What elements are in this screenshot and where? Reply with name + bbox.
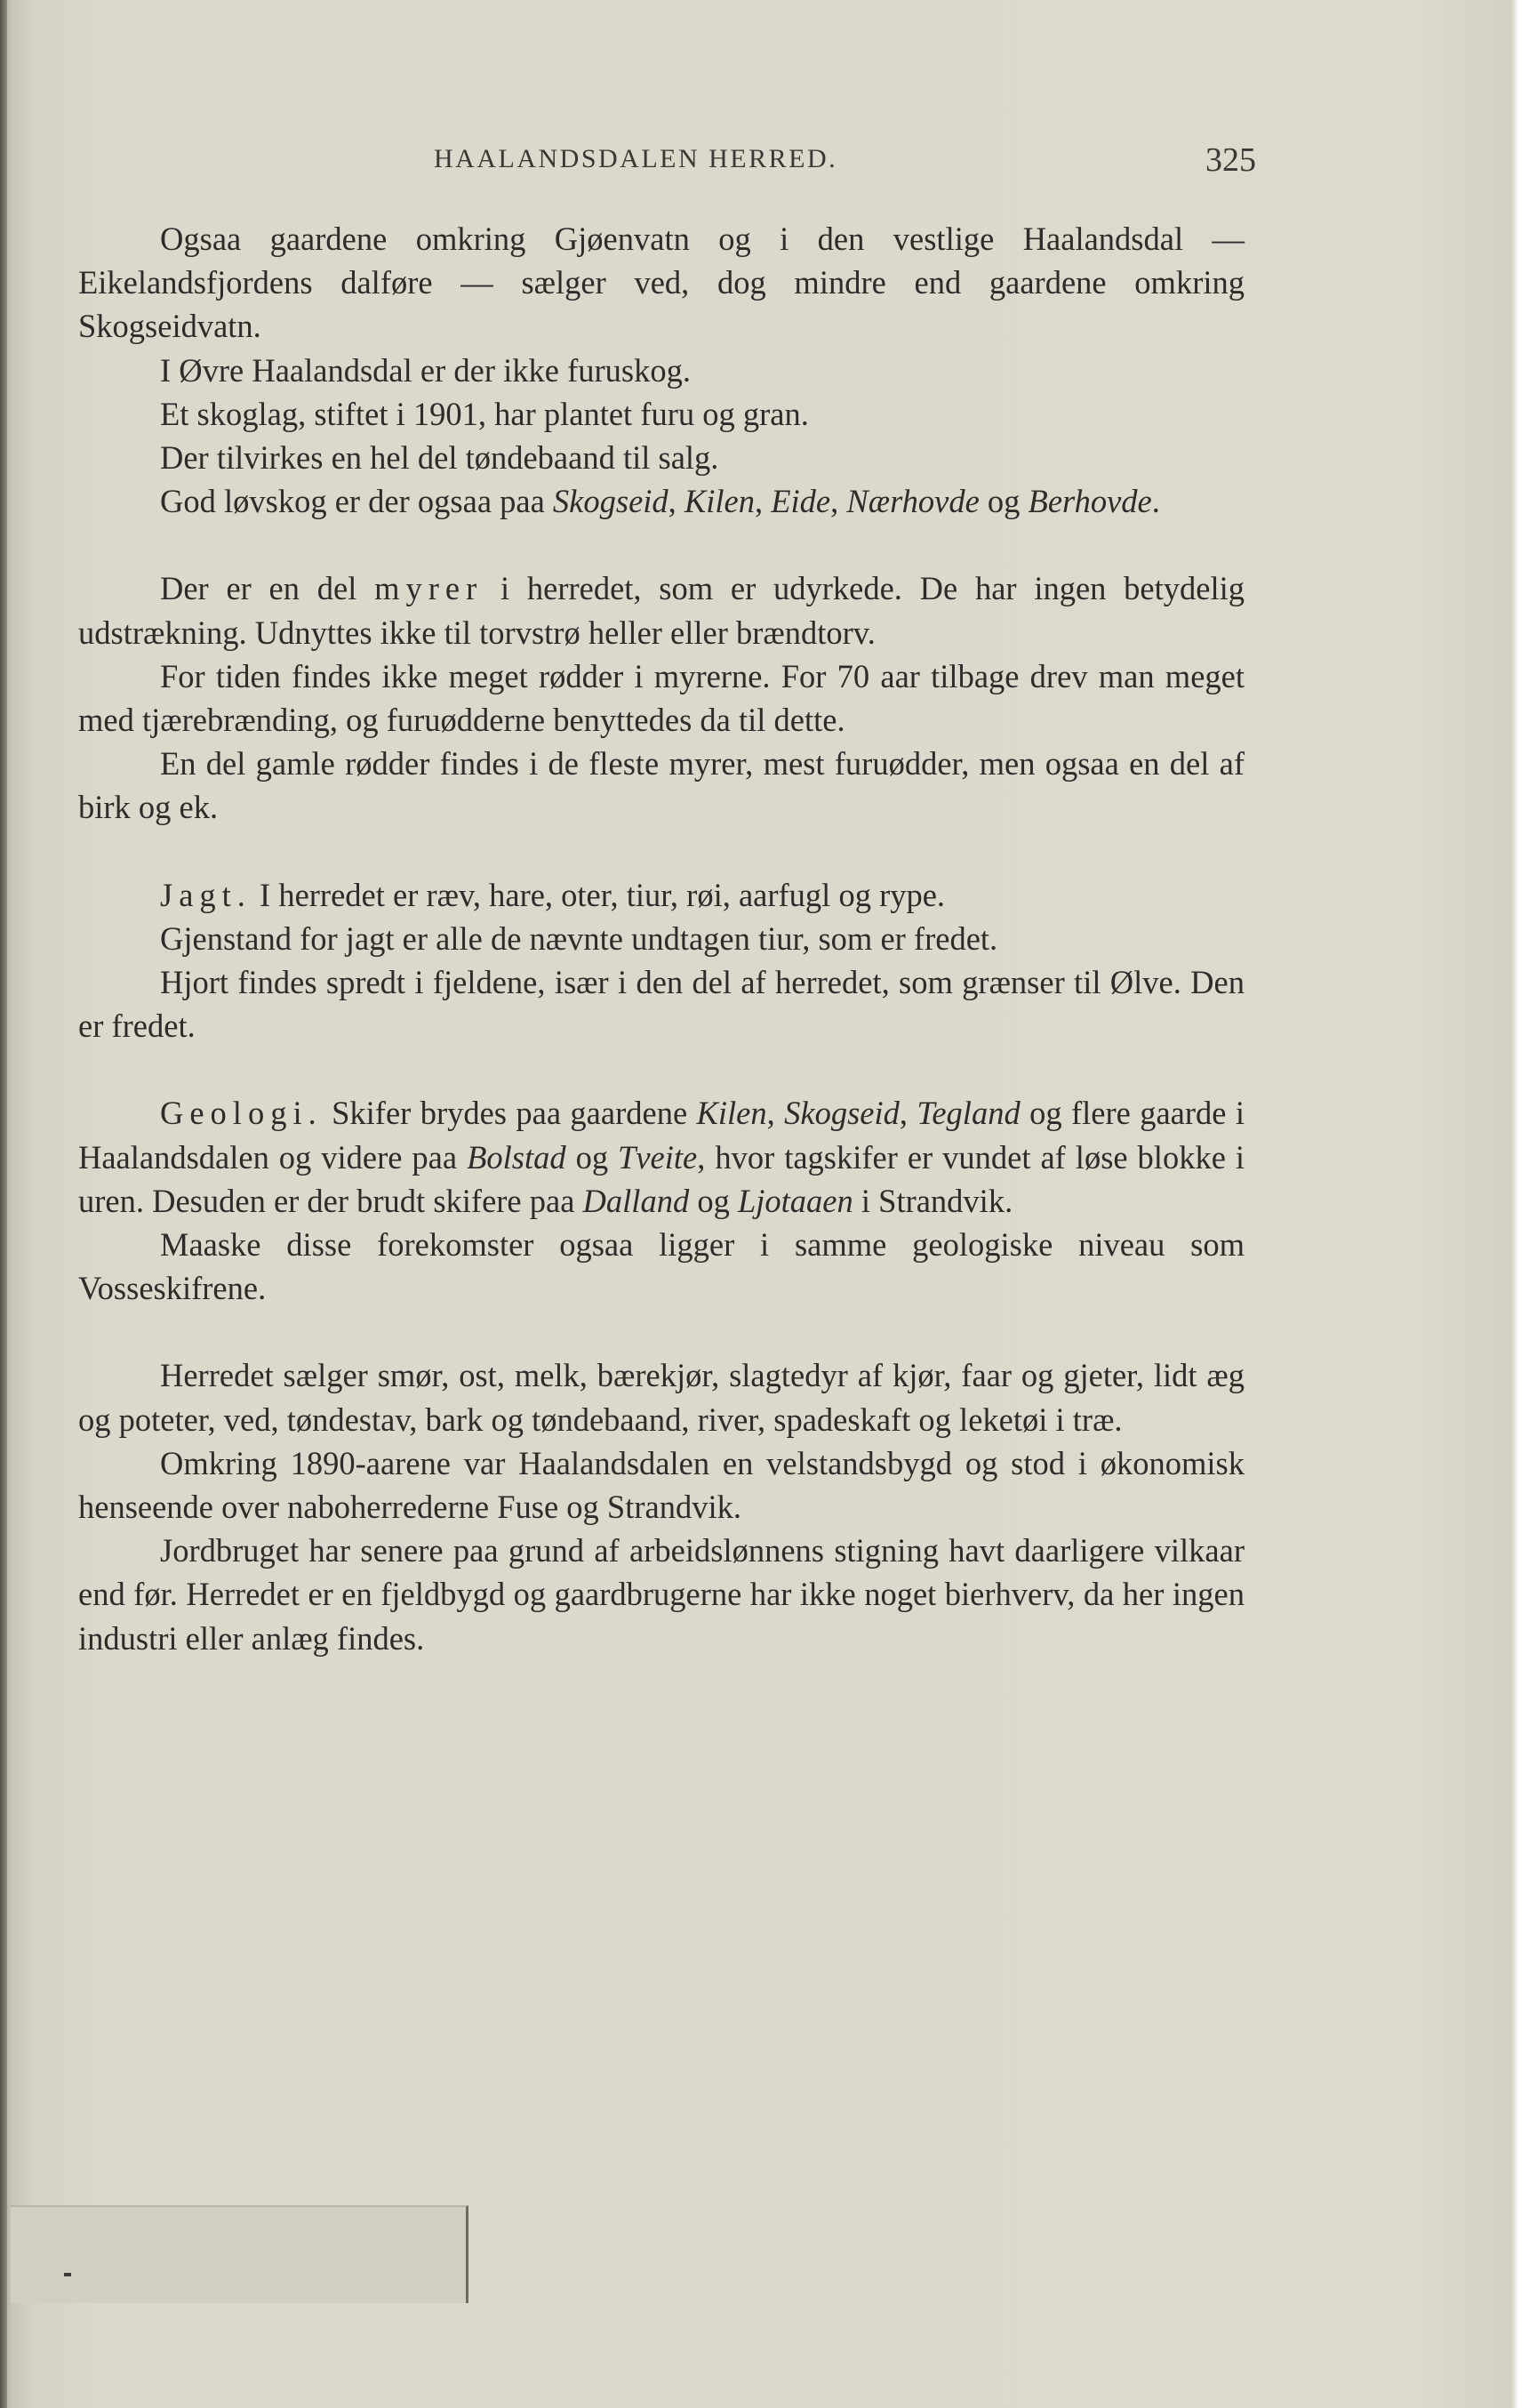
section-heading-jagt: Jagt. bbox=[160, 876, 252, 913]
paragraph-old-roots: En del gamle rødder findes i de fleste myrer, mest furuødder, men ogsaa en del af birk og ek. bbox=[78, 745, 1245, 826]
text-run: i herredet, som er udyrkede. De har ingen betydelig udstrækning. Udnyttes ikke til torvstrø heller eller brændtorv. bbox=[78, 570, 1245, 651]
paragraph-bogs bbox=[78, 566, 1245, 654]
place-name: Berhovde bbox=[1028, 483, 1152, 520]
text-run: og flere gaarde i Haalandsdalen og videre paa bbox=[78, 1095, 1245, 1176]
text-run: og bbox=[689, 1182, 738, 1219]
paragraph-deer: Hjort findes spredt i fjeldene, især i den del af herredet, som grænser til Ølve. Den er fredet. bbox=[78, 964, 1245, 1045]
paragraph-tar-burning: For tiden findes ikke meget rødder i myrerne. For 70 aar tilbage drev man meget med tjærebrænding, og furuødderne benyttedes da til dette. bbox=[78, 657, 1245, 739]
paragraph-woodsales-gjoenvatn: Ogsaa gaardene omkring Gjøenvatn og i den vestlige Haalandsdal — Eikelandsfjordens dalføre — sælger ved, dog mindre end gaardene omkring Skogseidvatn. bbox=[78, 221, 1245, 345]
section-bogs bbox=[78, 566, 1245, 829]
place-name: Ljotaaen bbox=[737, 1182, 853, 1219]
page-number: 325 bbox=[1205, 141, 1256, 179]
text-run: Der er en del bbox=[160, 570, 375, 607]
paragraph-hunting bbox=[78, 873, 1245, 917]
text-run: I herredet er ræv, hare, oter, tiur, røi, aarfugl og rype. bbox=[251, 876, 946, 913]
text-run: i Strandvik. bbox=[853, 1182, 1013, 1219]
paragraph-agriculture: Jordbruget har senere paa grund af arbeidslønnens stigning havt daarligere vilkaar end før. Herredet er en fjeldbygd og gaardbrugerne har ikke noget bierhverv, da her ingen industri eller anlæg findes. bbox=[78, 1532, 1245, 1657]
text-run: og bbox=[979, 483, 1029, 520]
library-label-stamp bbox=[11, 2205, 468, 2303]
paragraph-prosperity-1890: Omkring 1890-aarene var Haalandsdalen en velstandsbygd og stod i økonomisk henseende over naboherrederne Fuse og Strandvik. bbox=[78, 1444, 1245, 1526]
paragraph-deciduous-forest bbox=[78, 479, 1245, 523]
place-name: Skogseid bbox=[784, 1095, 900, 1132]
page-header bbox=[78, 141, 1256, 190]
text-run: . bbox=[1151, 483, 1160, 520]
page-body bbox=[78, 217, 1245, 1660]
text-run: , bbox=[766, 1095, 785, 1132]
spaced-keyword: myrer bbox=[374, 570, 484, 607]
paragraph-no-pine-forest: I Øvre Haalandsdal er der ikke furuskog. bbox=[160, 351, 691, 389]
place-name: Tegland bbox=[917, 1095, 1021, 1132]
running-head: HAALANDSDALEN HERRED. bbox=[434, 144, 838, 173]
text-run: og bbox=[565, 1138, 619, 1176]
paragraph-game-protected: Gjenstand for jagt er alle de nævnte undtagen tiur, som er fredet. bbox=[160, 919, 998, 957]
place-name: Bolstad bbox=[467, 1138, 566, 1176]
text-run: , hvor tagskifer er vundet af løse blokke i uren. Desuden er der brudt skifere paa bbox=[78, 1138, 1245, 1219]
text-run: , bbox=[899, 1095, 917, 1132]
place-name: Nærhovde bbox=[846, 483, 980, 520]
text-run: , bbox=[755, 483, 772, 520]
text-run: , bbox=[668, 483, 684, 520]
text-run: , bbox=[830, 483, 847, 520]
place-name: Eide bbox=[771, 483, 831, 520]
text-run: God løvskog er der ogsaa paa bbox=[160, 483, 553, 520]
place-name: Dalland bbox=[582, 1182, 690, 1219]
place-name: Kilen bbox=[696, 1095, 767, 1132]
text-run: Skifer brydes paa gaardene bbox=[322, 1095, 697, 1132]
page-binding-edge bbox=[0, 0, 7, 2408]
paragraph-geological-level: Maaske disse forekomster ogsaa ligger i samme geologiske niveau som Vosseskifrene. bbox=[78, 1226, 1245, 1307]
place-name: Tveite bbox=[618, 1138, 698, 1176]
paragraph-products-sold: Herredet sælger smør, ost, melk, bærekjør, slagtedyr af kjør, faar og gjeter, lidt æg og poteter, ved, tøndestav, bark og tøndebaand, river, spadeskaft og leketøi i træ. bbox=[78, 1357, 1245, 1438]
place-name: Kilen bbox=[684, 483, 755, 520]
place-name: Skogseid bbox=[552, 483, 668, 520]
section-hunting bbox=[78, 873, 1245, 1048]
paragraph-geology bbox=[78, 1091, 1245, 1223]
paragraph-forest-association: Et skoglag, stiftet i 1901, har plantet furu og gran. bbox=[160, 395, 809, 432]
section-heading-geologi: Geologi. bbox=[160, 1095, 323, 1132]
section-economy bbox=[78, 1353, 1245, 1659]
section-geology bbox=[78, 1091, 1245, 1310]
stamp-mark bbox=[64, 2273, 71, 2276]
paragraph-barrel-hoops: Der tilvirkes en hel del tøndebaand til salg. bbox=[160, 439, 719, 477]
